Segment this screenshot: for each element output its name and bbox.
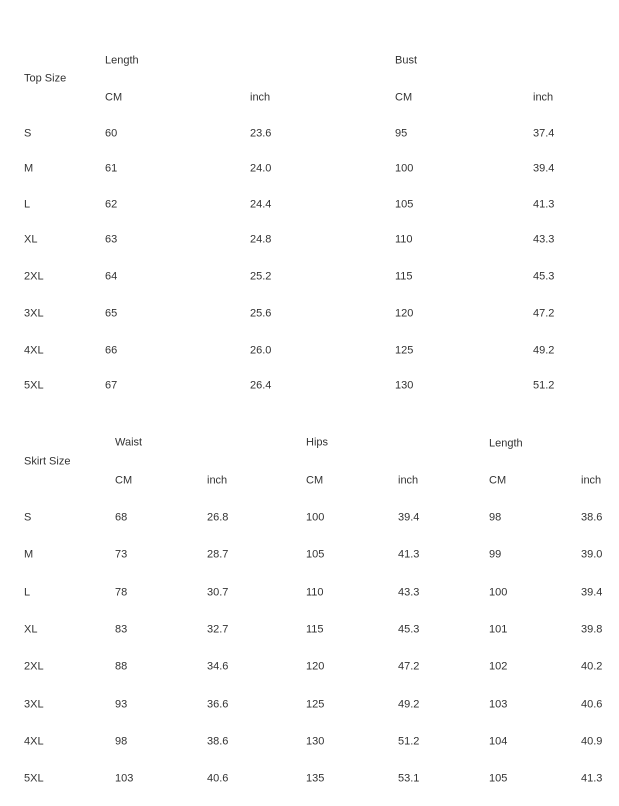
skirt-table-cell: 51.2 <box>398 735 420 748</box>
skirt-table-cell: 100 <box>489 586 508 599</box>
skirt-table-cell: 103 <box>115 772 134 785</box>
skirt-unit-header: CM <box>306 474 324 487</box>
skirt-table-cell: 103 <box>489 698 508 711</box>
top-table-cell: 43.3 <box>533 233 555 246</box>
top-size-label: M <box>24 162 34 175</box>
top-table-cell: 95 <box>395 127 408 140</box>
skirt-group-header-length: Length <box>489 437 523 450</box>
top-group-header-length: Length <box>105 54 139 67</box>
skirt-table-cell: 45.3 <box>398 623 420 636</box>
top-unit-header: inch <box>533 91 554 104</box>
skirt-table-cell: 30.7 <box>207 586 229 599</box>
top-group-header-bust: Bust <box>395 54 418 67</box>
skirt-table-cell: 43.3 <box>398 586 420 599</box>
skirt-table-cell: 36.6 <box>207 698 229 711</box>
skirt-table-cell: 40.2 <box>581 660 603 673</box>
top-unit-header: CM <box>395 91 413 104</box>
skirt-unit-header: inch <box>207 474 228 487</box>
top-table-cell: 110 <box>395 233 413 246</box>
top-table-cell: 66 <box>105 344 118 357</box>
skirt-table-cell: 41.3 <box>398 548 420 561</box>
skirt-table-cell: 39.4 <box>581 586 603 599</box>
skirt-table-cell: 73 <box>115 548 128 561</box>
skirt-table-cell: 38.6 <box>581 511 603 524</box>
top-table-cell: 37.4 <box>533 127 555 140</box>
top-unit-header: CM <box>105 91 123 104</box>
skirt-table-cell: 26.8 <box>207 511 229 524</box>
skirt-size-label: 2XL <box>24 660 44 673</box>
skirt-table-cell: 38.6 <box>207 735 229 748</box>
top-table-cell: 65 <box>105 307 118 320</box>
top-table-cell: 61 <box>105 162 118 175</box>
top-size-title: Top Size <box>24 72 67 85</box>
skirt-table-cell: 47.2 <box>398 660 420 673</box>
skirt-table-cell: 101 <box>489 623 508 636</box>
top-size-label: 2XL <box>24 270 44 283</box>
skirt-table-cell: 130 <box>306 735 325 748</box>
skirt-table-cell: 39.8 <box>581 623 603 636</box>
skirt-size-title: Skirt Size <box>24 455 71 468</box>
top-size-label: S <box>24 127 32 140</box>
skirt-table-cell: 120 <box>306 660 325 673</box>
top-table-cell: 25.6 <box>250 307 272 320</box>
top-size-label: 3XL <box>24 307 44 320</box>
skirt-group-header-hips: Hips <box>306 436 329 449</box>
skirt-table-cell: 68 <box>115 511 128 524</box>
top-table-cell: 24.8 <box>250 233 272 246</box>
top-table-cell: 25.2 <box>250 270 272 283</box>
skirt-group-header-waist: Waist <box>115 436 143 449</box>
skirt-table-cell: 105 <box>306 548 325 561</box>
top-table-cell: 67 <box>105 379 118 392</box>
skirt-table-cell: 32.7 <box>207 623 229 636</box>
skirt-table-cell: 28.7 <box>207 548 229 561</box>
top-table-cell: 24.0 <box>250 162 272 175</box>
skirt-size-label: M <box>24 548 34 561</box>
top-unit-header: inch <box>250 91 271 104</box>
skirt-table-cell: 105 <box>489 772 508 785</box>
top-table-cell: 105 <box>395 198 414 211</box>
skirt-table-cell: 93 <box>115 698 128 711</box>
skirt-unit-header: CM <box>489 474 507 487</box>
skirt-table-cell: 125 <box>306 698 325 711</box>
skirt-size-label: L <box>24 586 31 599</box>
skirt-size-label: 4XL <box>24 735 44 748</box>
top-table-cell: 23.6 <box>250 127 272 140</box>
top-table-cell: 60 <box>105 127 118 140</box>
skirt-table-cell: 135 <box>306 772 325 785</box>
top-table-cell: 130 <box>395 379 414 392</box>
top-table-cell: 49.2 <box>533 344 555 357</box>
skirt-table-cell: 49.2 <box>398 698 420 711</box>
top-table-cell: 39.4 <box>533 162 555 175</box>
skirt-table-cell: 104 <box>489 735 508 748</box>
skirt-table-cell: 100 <box>306 511 325 524</box>
top-table-cell: 120 <box>395 307 414 320</box>
top-table-cell: 115 <box>395 270 413 283</box>
top-table-cell: 47.2 <box>533 307 555 320</box>
skirt-table-cell: 39.0 <box>581 548 603 561</box>
skirt-table-cell: 53.1 <box>398 772 420 785</box>
top-table-cell: 24.4 <box>250 198 272 211</box>
top-table-cell: 62 <box>105 198 118 211</box>
skirt-table-cell: 39.4 <box>398 511 420 524</box>
top-size-label: 4XL <box>24 344 44 357</box>
skirt-unit-header: CM <box>115 474 133 487</box>
skirt-table-cell: 40.9 <box>581 735 603 748</box>
top-table-cell: 26.4 <box>250 379 272 392</box>
top-size-label: XL <box>24 233 38 246</box>
skirt-unit-header: inch <box>398 474 419 487</box>
top-table-cell: 100 <box>395 162 414 175</box>
skirt-table-cell: 115 <box>306 623 324 636</box>
top-table-cell: 45.3 <box>533 270 555 283</box>
skirt-table-cell: 83 <box>115 623 128 636</box>
skirt-size-label: 5XL <box>24 772 44 785</box>
skirt-size-label: 3XL <box>24 698 44 711</box>
skirt-table-cell: 78 <box>115 586 128 599</box>
skirt-table-cell: 40.6 <box>581 698 603 711</box>
skirt-unit-header: inch <box>581 474 602 487</box>
top-size-label: 5XL <box>24 379 44 392</box>
top-table-cell: 51.2 <box>533 379 555 392</box>
skirt-size-label: XL <box>24 623 38 636</box>
skirt-table-cell: 98 <box>115 735 128 748</box>
skirt-table-cell: 40.6 <box>207 772 229 785</box>
skirt-table-cell: 34.6 <box>207 660 229 673</box>
top-table-cell: 64 <box>105 270 118 283</box>
top-size-label: L <box>24 198 31 211</box>
skirt-table-cell: 41.3 <box>581 772 603 785</box>
skirt-table-cell: 99 <box>489 548 502 561</box>
skirt-table-cell: 110 <box>306 586 324 599</box>
top-table-cell: 26.0 <box>250 344 272 357</box>
top-table-cell: 125 <box>395 344 414 357</box>
skirt-table-cell: 102 <box>489 660 508 673</box>
top-table-cell: 41.3 <box>533 198 555 211</box>
top-table-cell: 63 <box>105 233 118 246</box>
skirt-size-label: S <box>24 511 32 524</box>
skirt-table-cell: 88 <box>115 660 128 673</box>
skirt-table-cell: 98 <box>489 511 502 524</box>
